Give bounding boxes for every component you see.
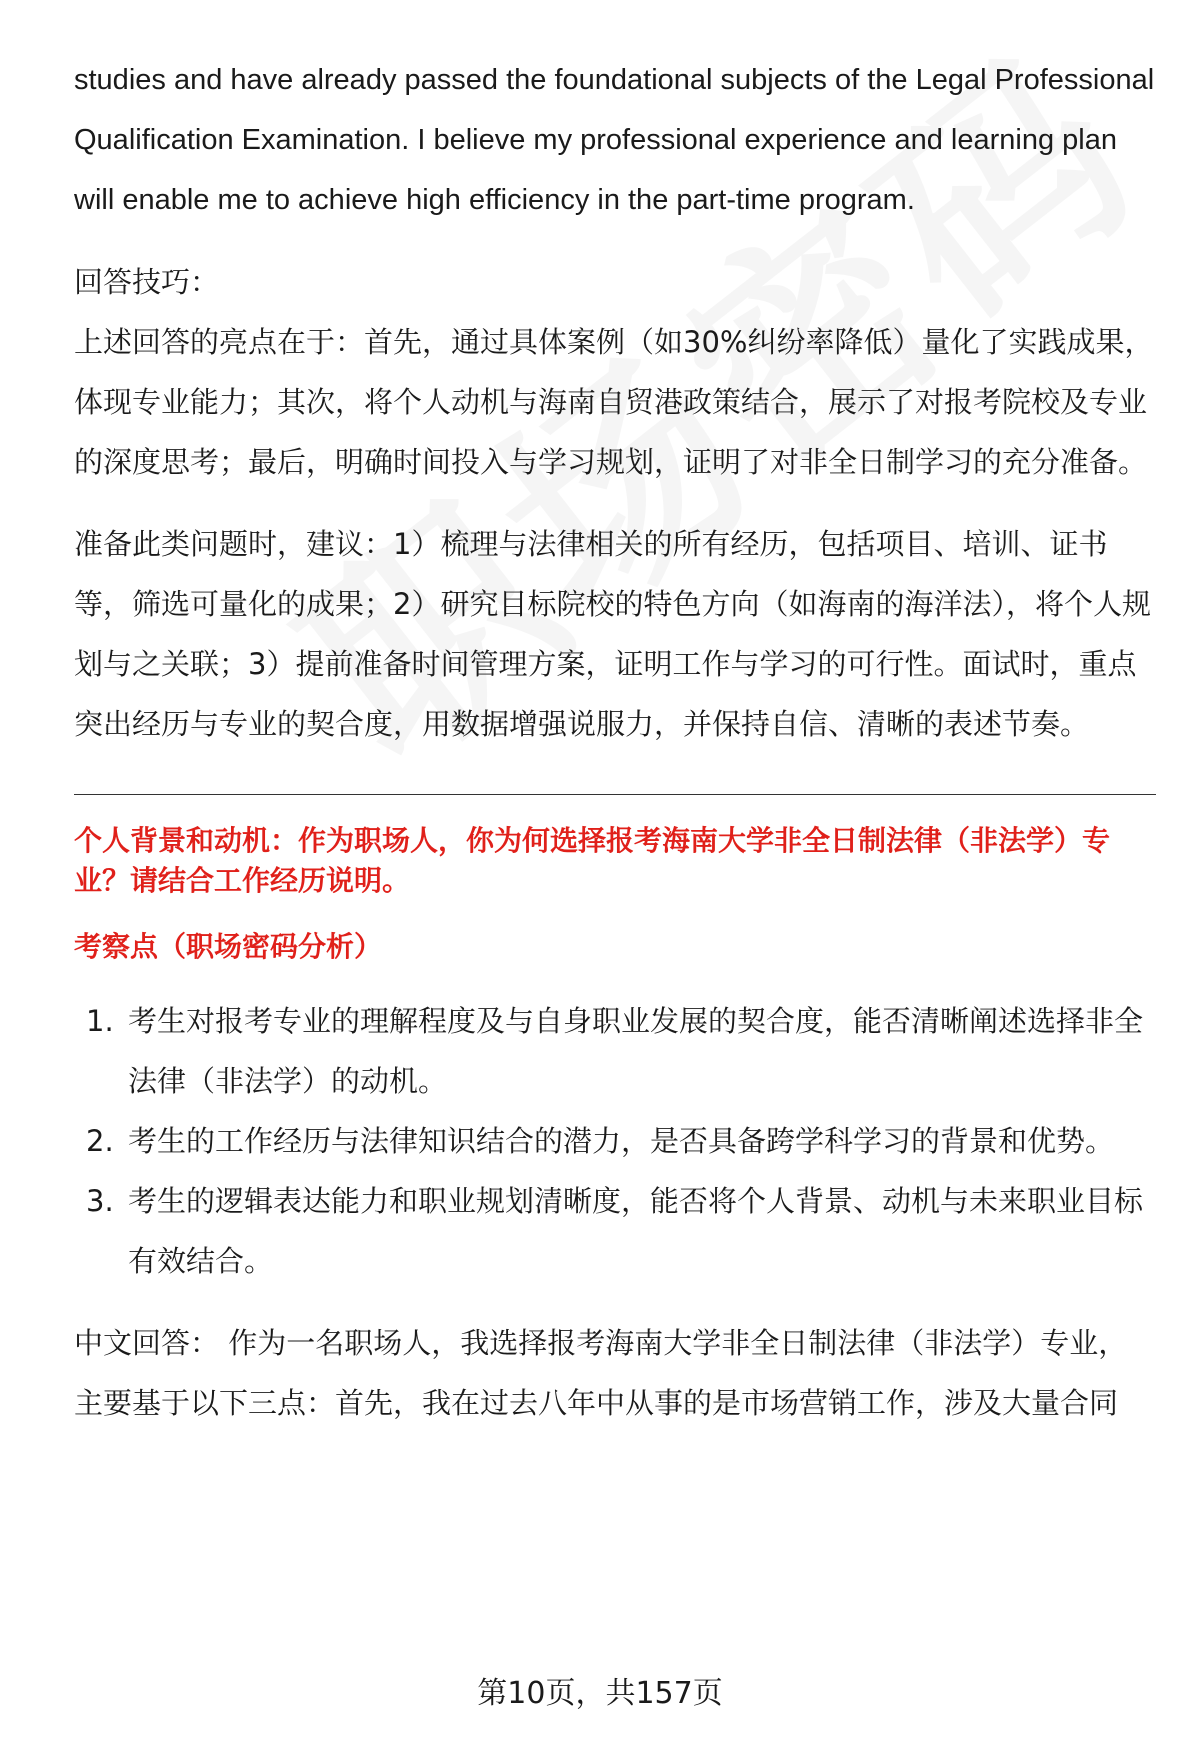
list-item xyxy=(74,991,1156,1111)
tips-label: 回答技巧： xyxy=(74,265,220,299)
assessment-heading: 考察点（职场密码分析） xyxy=(74,930,383,963)
question-title: 个人背景和动机：作为职场人，你为何选择报考海南大学非全日制法律（非法学）专业？请结合工作经历说明。 xyxy=(74,824,1111,897)
section-divider xyxy=(74,794,1156,795)
list-item xyxy=(74,1111,1156,1171)
list-item-text: 考生对报考专业的理解程度及与自身职业发展的契合度，能否清晰阐述选择非全法律（非法学）的动机。 xyxy=(128,1004,1144,1098)
page-footer: 第10页，共157页 xyxy=(477,1676,723,1711)
list-item-text: 考生的工作经历与法律知识结合的潜力，是否具备跨学科学习的背景和优势。 xyxy=(128,1124,1115,1158)
tips-paragraph-2: 准备此类问题时，建议：1）梳理与法律相关的所有经历，包括项目、培训、证书等，筛选可量化的成果；2）研究目标院校的特色方向（如海南的海洋法），将个人规划与之关联；3）提前准备时间管理方案，证明工作与学习的可行性。面试时，重点突出经历与专业的契合度，用数据增强说服力，并保持自信、清晰的表述节奏。 xyxy=(74,527,1151,741)
list-item-number: 3. xyxy=(86,1184,114,1218)
continuation-paragraph: studies and have already passed the foundational subjects of the Legal Professional Qualification Examination. I believe my professional experience and learning plan will enable me to achieve high efficiency in the part-time program. xyxy=(74,64,1155,216)
assessment-list xyxy=(74,991,1156,1291)
list-item-number: 2. xyxy=(86,1124,114,1158)
page-content xyxy=(74,50,1156,1433)
list-item-text: 考生的逻辑表达能力和职业规划清晰度，能否将个人背景、动机与未来职业目标有效结合。 xyxy=(128,1184,1144,1278)
answer-paragraph: 中文回答： 作为一名职场人，我选择报考海南大学非全日制法律（非法学）专业，主要基于以下三点：首先，我在过去八年中从事的是市场营销工作，涉及大量合同 xyxy=(74,1326,1128,1420)
list-item-number: 1. xyxy=(86,1004,114,1038)
tips-paragraph-1: 上述回答的亮点在于：首先，通过具体案例（如30%纠纷率降低）量化了实践成果，体现专业能力；其次，将个人动机与海南自贸港政策结合，展示了对报考院校及专业的深度思考；最后，明确时间投入与学习规划，证明了对非全日制学习的充分准备。 xyxy=(74,325,1154,479)
list-item xyxy=(74,1171,1156,1291)
